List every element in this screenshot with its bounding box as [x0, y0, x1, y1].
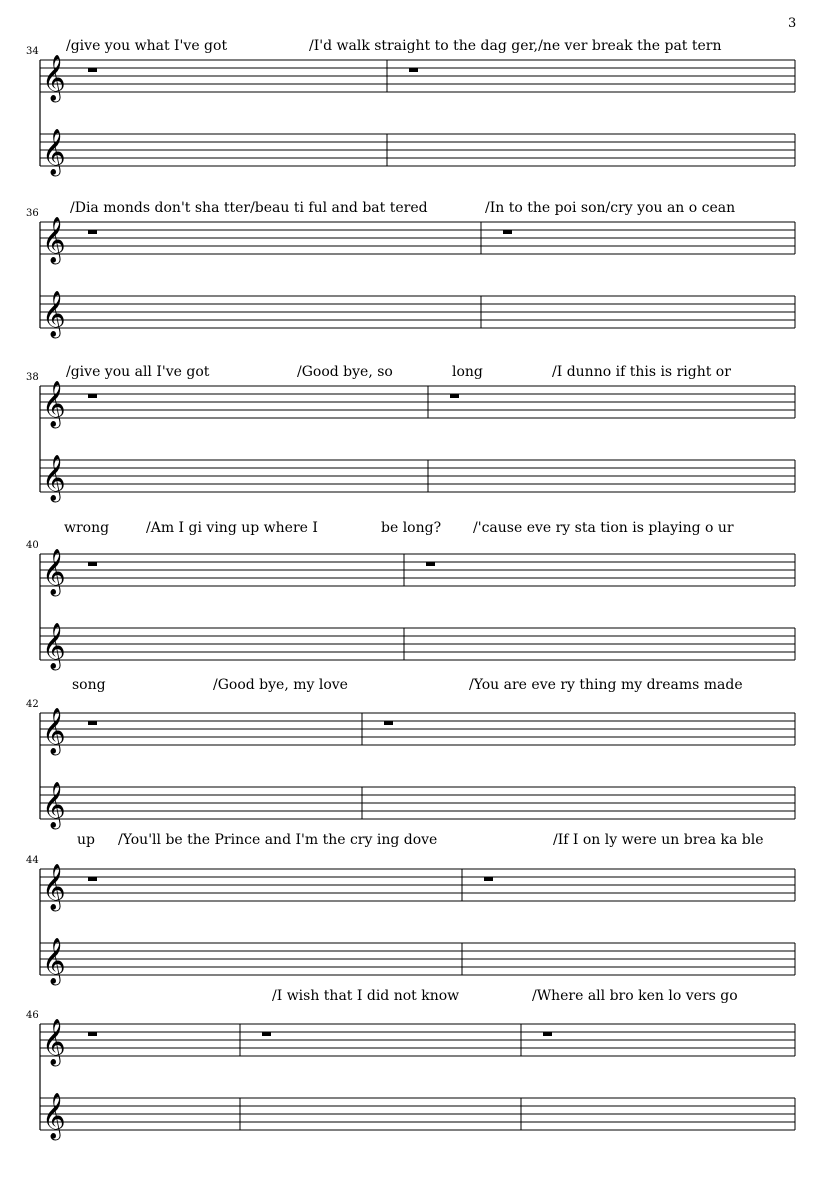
whole-rest-icon [88, 1032, 97, 1036]
measure-number: 40 [26, 540, 39, 551]
whole-rest-icon [88, 562, 97, 566]
whole-rest-icon [426, 562, 435, 566]
grand-staff [0, 364, 835, 501]
system-4 [0, 520, 835, 669]
treble-clef-icon: 𝄞 [42, 1019, 66, 1065]
whole-rest-icon [88, 230, 97, 234]
lyric-line: /Good bye, so [297, 364, 393, 380]
page-number: 3 [788, 16, 797, 31]
lyric-line: /I'd walk straight to the dag ger,/ne ver break the pat tern [309, 38, 722, 54]
whole-rest-icon [484, 877, 493, 881]
whole-rest-icon [88, 877, 97, 881]
measure-number: 36 [26, 208, 39, 219]
lyric-line: up [77, 832, 95, 848]
treble-clef-icon: 𝄞 [42, 381, 66, 427]
measure-number: 44 [26, 855, 39, 866]
whole-rest-icon [88, 394, 97, 398]
whole-rest-icon [262, 1032, 271, 1036]
measure-number: 42 [26, 699, 39, 710]
grand-staff [0, 832, 835, 984]
lyric-line: /You'll be the Prince and I'm the cry ing dove [118, 832, 438, 848]
treble-clef-icon: 𝄞 [42, 549, 66, 595]
measure-number: 46 [26, 1010, 39, 1021]
whole-rest-icon [409, 68, 418, 72]
lyric-line: be long? [381, 520, 442, 536]
treble-clef-icon: 𝄞 [42, 455, 66, 501]
whole-rest-icon [503, 230, 512, 234]
lyric-line: wrong [64, 520, 110, 536]
lyric-line: /In to the poi son/cry you an o cean [485, 200, 736, 216]
lyric-line: /give you all I've got [66, 364, 210, 380]
lyric-line: /I wish that I did not know [272, 988, 460, 1004]
whole-rest-icon [450, 394, 459, 398]
treble-clef-icon: 𝄞 [42, 129, 66, 175]
treble-clef-icon: 𝄞 [42, 864, 66, 910]
lyric-line: /give you what I've got [66, 38, 228, 54]
system-7 [0, 988, 835, 1139]
whole-rest-icon [88, 68, 97, 72]
treble-clef-icon: 𝄞 [42, 217, 66, 263]
grand-staff [0, 200, 835, 337]
system-6 [0, 832, 835, 984]
treble-clef-icon: 𝄞 [42, 938, 66, 984]
grand-staff [0, 988, 835, 1139]
whole-rest-icon [384, 721, 393, 725]
lyric-line: /'cause eve ry sta tion is playing o ur [473, 520, 734, 536]
treble-clef-icon: 𝄞 [42, 55, 66, 101]
whole-rest-icon [543, 1032, 552, 1036]
lyric-line: /Good bye, my love [213, 677, 348, 693]
treble-clef-icon: 𝄞 [42, 708, 66, 754]
treble-clef-icon: 𝄞 [42, 291, 66, 337]
lyric-line: /If I on ly were un brea ka ble [553, 832, 764, 848]
system-3 [0, 364, 835, 501]
lyric-line: /Am I gi ving up where I [146, 520, 318, 536]
measure-number: 38 [26, 372, 39, 383]
treble-clef-icon: 𝄞 [42, 1093, 66, 1139]
system-2 [0, 200, 835, 337]
whole-rest-icon [88, 721, 97, 725]
grand-staff [0, 38, 835, 175]
lyric-line: /You are eve ry thing my dreams made [469, 677, 743, 693]
lyric-line: long [452, 364, 483, 380]
grand-staff [0, 677, 835, 828]
lyric-line: /I dunno if this is right or [552, 364, 731, 380]
treble-clef-icon: 𝄞 [42, 782, 66, 828]
grand-staff [0, 520, 835, 669]
system-1 [0, 38, 835, 175]
lyric-line: /Dia monds don't sha tter/beau ti ful and bat tered [70, 200, 428, 216]
measure-number: 34 [26, 46, 39, 57]
system-5 [0, 677, 835, 828]
treble-clef-icon: 𝄞 [42, 623, 66, 669]
lyric-line: /Where all bro ken lo vers go [532, 988, 738, 1004]
lyric-line: song [72, 677, 106, 693]
